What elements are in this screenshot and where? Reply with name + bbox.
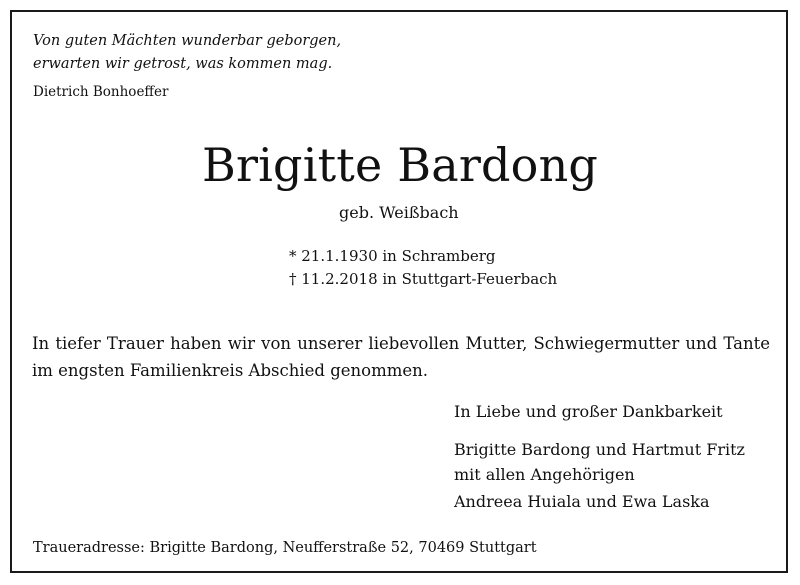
death-date: † 11.2.2018 in Stuttgart-Feuerbach [289,270,558,288]
signatory-line: Andreea Huiala und Ewa Laska [454,492,710,511]
mourning-address: Traueradresse: Brigitte Bardong, Neufferstraße 52, 70469 Stuttgart [33,540,537,556]
signatory-line: mit allen Angehörigen [454,465,635,484]
quote-author: Dietrich Bonhoeffer [33,84,169,100]
deceased-name: Brigitte Bardong [201,138,599,192]
signatory-line: Brigitte Bardong und Hartmut Fritz [454,440,745,459]
mourning-message: In tiefer Trauer haben wir von unserer liebevollen Mutter, Schwiegermutter und Tante im engsten Familienkreis Abschied genommen. [32,334,770,380]
closing-phrase: In Liebe und großer Dankbarkeit [454,402,723,421]
quote-line-2: erwarten wir getrost, was kommen mag. [33,56,333,72]
quote-line-1: Von guten Mächten wunderbar geborgen, [33,33,342,49]
birth-date: * 21.1.1930 in Schramberg [289,247,496,265]
birth-name: geb. Weißbach [339,203,459,222]
